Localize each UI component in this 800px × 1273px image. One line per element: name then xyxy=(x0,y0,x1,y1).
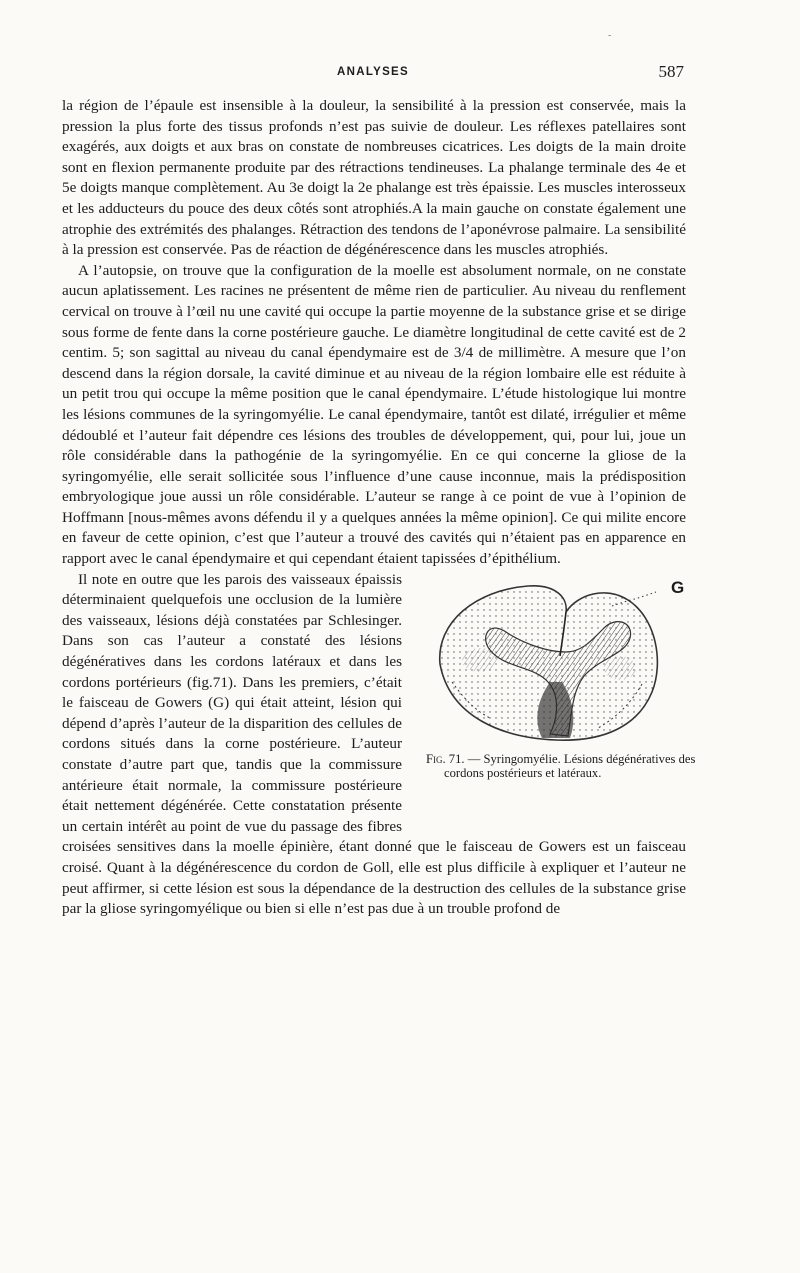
figure-caption xyxy=(426,752,712,780)
paragraph-1: la région de l’épaule est insensible à la douleur, la sensibilité à la pression est conservée, mais la pression la plus forte des tissus profonds n’est pas suivie de douleur. Les réflexes patellaires sont exagérés, aux doigts et aux bras on constate de nombreuses cicatrices. Les doigts de la main droite sont en flexion permanente produite par des rétractions tendineuses. La phalange terminale des 4e et 5e doigts manque complètement. Au 3e doigt la 2e phalange est très épaissie. Les muscles interosseux et les adducteurs du pouce des deux côtés sont atrophiés.A la main gauche on constate également une atrophie des extrémités des phalanges. Rétraction des tendons de l’aponévrose palmaire. La sensibilité à la pression est conservée. Pas de réaction de dégénérescence dans les muscles atrophiés. xyxy=(62,97,686,259)
corner-mark: - xyxy=(608,30,612,41)
running-header xyxy=(62,62,684,86)
article-body xyxy=(62,96,696,920)
figure-caption-number: Fig. 71. xyxy=(426,751,465,766)
spinal-cord-section-illustration xyxy=(416,572,686,752)
figure-label-g: G xyxy=(671,577,685,597)
figure-71 xyxy=(416,572,696,818)
paragraph-3: Il note en outre que les parois des vaisseaux épaissis déterminaient quelquefois une occlusion de la lumière des vaisseaux, lésions déjà constatées par Schlesinger. Dans son cas l’auteur a constaté des lésions dégénératives dans les cordons latéraux et dans les cordons portérieurs (fig.71). Dans les premiers, c’était le faisceau de Gowers (G) qui était atteint, lésion qui dépend d’après l’auteur de la disparition des cellules de cordons situés dans la corne postérieure. L’auteur constate d’autre part que, tandis que la commissure antérieure était normale, la commissure postérieure était nettement dégénérée. Cette constatation présente un certain intérêt au point de vue du passage des fibres croisées sensitives dans la moelle épinière, étant donné que le faisceau de Gowers est un faisceau croisé. Quant à la dégénérescence du cordon de Goll, elle est plus difficile à expliquer et l’auteur ne peut affirmer, si cette lésion est sous la dépendance de la destruction des cellules de la substance grise par la gliose syringomyélique ou bien si elle n’est pas due à un trouble profond de xyxy=(62,570,686,918)
page-number: 587 xyxy=(658,62,684,81)
paragraph-2-text: A l’autopsie, on trouve que la configuration de la moelle est absolument normale, on ne constate aucun aplatissement. Les racines ne présentent de même rien de particulier. Au niveau du renflement cervical on trouve à l’œil nu une cavité qui occupe la partie moyenne de la substance grise et se dirige sous forme de fente dans la corne postérieure gauche. Le diamètre longitudinal de cette cavité est de 2 centim. 5; son sagittal au niveau du canal épendymaire est de 3/4 de millimètre. A mesure que l’on descend dans la région dorsale, la cavité diminue et au niveau de la région lombaire elle est réduite à un petit trou qui occupe la même position que le canal épendymaire. L’étude histologique lui montre les lésions communes de la syringomyélie. Le canal épendymaire, tantôt est dilaté, irrégulier et même dédoublé et l’auteur fait dépendre ces lésions des troubles de développement, qui, pour lui, joue un rôle considérable dans la pathogénie de la syringomyélie. En ce qui concerne la gliose de la syringomyélie, elle serait sollicitée sous l’influence d’une cause inconnue, mais la prédisposition embryologique joue aussi un rôle considérable. L’auteur se range à ce point de vue à l’opinion de Hoffmann [nous-mêmes avons défendu il y a quelques années la même opinion]. Ce qui milite encore en faveur de cette opinion, c’est que l’auteur a trouvé des cavités qui n’étaient pas en apparence en rapport avec le canal épendymaire et qui cependant étaient tapissées d’épithélium. xyxy=(62,261,686,568)
figure-caption-text: — Syringomyélie. Lésions dégénératives des cordons postérieurs et latéraux. xyxy=(444,751,696,780)
paragraph-2 xyxy=(62,261,686,570)
header-title: ANALYSES xyxy=(337,66,409,78)
